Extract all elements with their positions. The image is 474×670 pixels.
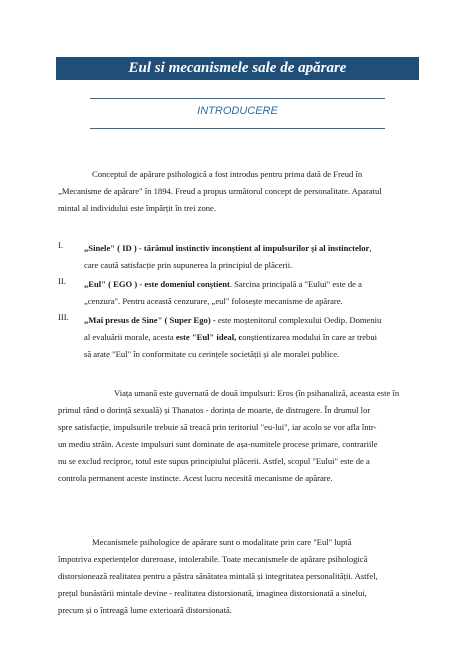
document-title-bar — [56, 57, 419, 80]
paragraph-line: primul rând o dorință sexuală) și Thanatos - dorința de moarte, de distrugere. În drumul lor — [58, 405, 371, 415]
paragraph-line: un mediu străin. Aceste impulsuri sunt dominate de așa-numitele procese primare, contrariile — [58, 439, 378, 449]
list-item-text: care caută satisfacție prin supunerea la principiul de plăcerii. — [84, 260, 293, 270]
list-item-text: „cenzura". Pentru această cenzurare, „eul" folosește mecanisme de apărare. — [84, 296, 343, 306]
personality-zones-list — [58, 240, 428, 365]
section-heading: INTRODUCERE — [197, 105, 278, 117]
paragraph-line: distorsionează realitatea pentru a păstra sănătatea mintală și integritatea personalității. Astfel, — [58, 571, 378, 581]
list-item-number: II. — [58, 276, 66, 286]
list-item — [58, 276, 428, 310]
intro-line: „Mecanisme de apărare" în 1894. Freud a propus următorul concept de personalitate. Aparatul — [58, 186, 382, 196]
list-item-number: I. — [58, 240, 64, 250]
list-item-term: este "Eul" ideal, c — [175, 332, 243, 342]
list-item-text: , — [369, 243, 372, 253]
list-item-text: să arate "Eul" în conformitate cu cerințele societății și ale moralei publice. — [84, 349, 340, 359]
list-item-number: III. — [58, 312, 69, 322]
paragraph-line: Mecanismele psihologice de apărare sunt o modalitate prin care "Eul" luptă — [92, 537, 352, 547]
body-paragraph — [58, 534, 418, 619]
list-item-term: „Eul" ( EGO ) - este domeniul conștient — [84, 279, 230, 289]
intro-line: Conceptul de apărare psihologică a fost introdus pentru prima dată de Freud în — [92, 169, 363, 179]
list-item — [58, 312, 428, 363]
paragraph-line: spre satisfacție, impulsurile trebuie să treacă prin teritoriul "eu-lui", iar acolo se vor afla într- — [58, 422, 377, 432]
body-paragraph — [58, 385, 418, 487]
paragraph-line: controla permanent aceste instincte. Acest lucru necesită mecanisme de apărare. — [58, 473, 333, 483]
list-item-text: onștientizarea modului în care ar trebui — [242, 332, 378, 342]
list-item-term: „Sinele" ( ID ) - tărâmul instinctiv inconștient al impulsurilor și al instinctelor — [84, 243, 370, 253]
intro-line: mintal al individului este împărțit în trei zone. — [58, 203, 216, 213]
paragraph-line: Viața umană este guvernată de două impulsuri: Eros (în psihanaliză, aceasta este în — [114, 388, 400, 398]
paragraph-line: prețul bunăstării mintale devine - realitatea distorsionată, imaginea distorsionată a sinelui, — [58, 588, 367, 598]
intro-paragraph — [58, 166, 418, 217]
list-item-term: „Mai presus de Sine" ( Super Ego) - — [84, 315, 216, 325]
list-item — [58, 240, 428, 274]
document-title: Eul si mecanismele sale de apărare — [128, 60, 347, 76]
heading-rule-bottom — [90, 128, 385, 129]
heading-rule-top — [90, 98, 385, 99]
paragraph-line: precum și o întreagă lume exterioară distorsionată. — [58, 605, 232, 615]
paragraph-line: nu se exclud reciproc, totul este supus principiului plăcerii. Astfel, scopul "Eului" este de a — [58, 456, 370, 466]
list-item-text: este moștenitorul complexului Oedip. Domeniu — [215, 315, 382, 325]
paragraph-line: împotriva experiențelor dureroase, intolerabile. Toate mecanismele de apărare psihologică — [58, 554, 368, 564]
list-item-text: al evaluării morale, acesta — [84, 332, 176, 342]
list-item-text: . Sarcina principală a "Eului" este de a — [229, 279, 362, 289]
